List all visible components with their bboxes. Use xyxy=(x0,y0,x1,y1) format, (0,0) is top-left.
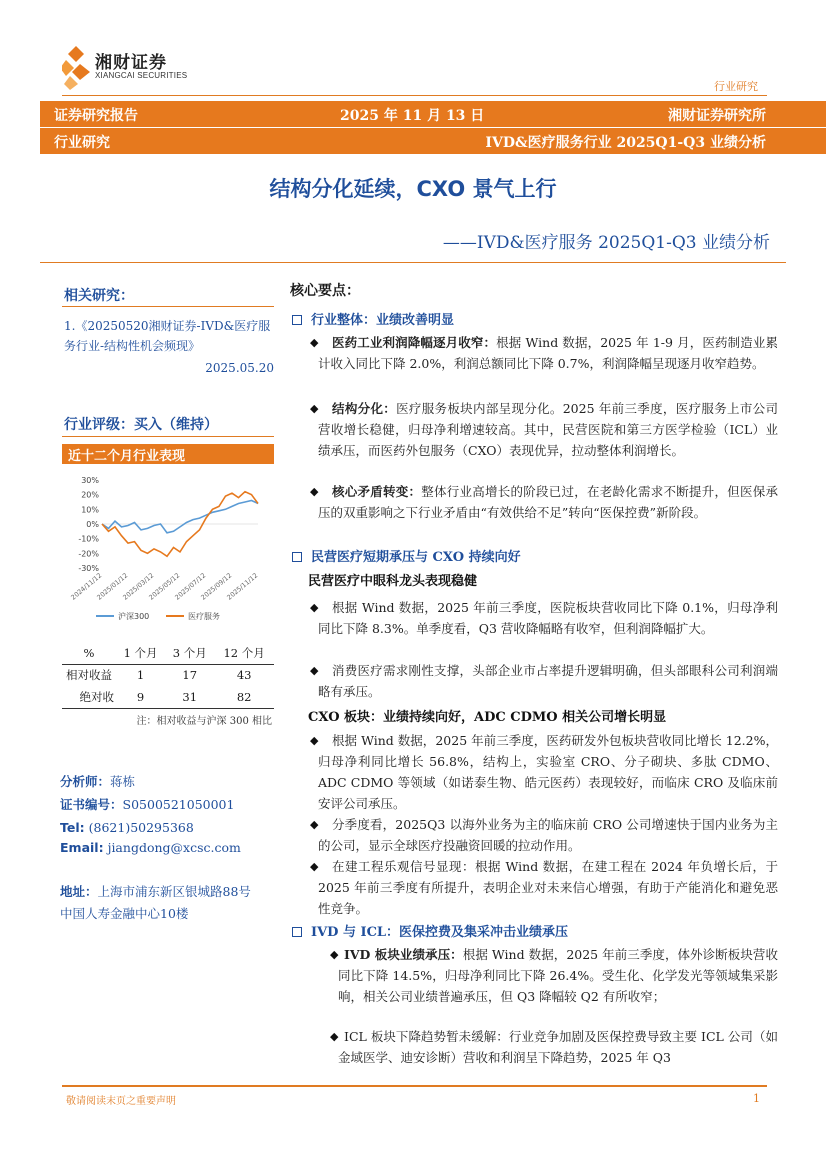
subsection-heading: 民营医疗中眼科龙头表现稳健 xyxy=(308,574,478,589)
table-header-cell: 12 个月 xyxy=(223,645,265,660)
table-cell: 1 xyxy=(136,668,145,683)
bullet-lead: 核心矛盾转变： xyxy=(332,484,422,499)
y-tick-label: -30% xyxy=(78,564,99,573)
section-title: 民营医疗短期承压与 CXO 持续向好 xyxy=(311,550,521,565)
diamond-bullet-icon: ◆ xyxy=(310,818,319,831)
bullet-text: 整体行业高增长的阶段已过，在老龄化需求不断提升，但医保承压的双重影响之下行业矛盾由“有效供给不足”转向“医保控费”新阶段。 xyxy=(318,484,778,520)
x-tick-label: 2024/11/12 xyxy=(69,571,104,602)
core-points-heading: 核心要点： xyxy=(290,283,360,299)
header-band-primary xyxy=(40,101,826,127)
section-private-medical-cxo xyxy=(292,546,521,565)
bullet-text: 医疗服务板块内部呈现分化。2025 年前三季度，医疗服务上市公司营收增长稳健，归母净利增速较高。其中，民营医院和第三方医学检验（ICL）业绩承压，而医药外包服务（CXO）表现优异，拉动整体利润增长。 xyxy=(318,401,778,458)
doc-type-label: 行业研究 xyxy=(714,80,758,93)
bullet-text: 根据 Wind 数据，2025 年前三季度，医院板块营收同比下降 0.1%，归母净利同比下降 8.3%。单季度看，Q3 营收降幅略有收窄，但利润降幅扩大。 xyxy=(318,600,778,636)
related-research-date: 2025.05.20 xyxy=(205,361,274,375)
diamond-bullet-icon: ◆ xyxy=(310,485,319,498)
page-subtitle: ——IVD&医疗服务 2025Q1-Q3 业绩分析 xyxy=(442,233,770,253)
research-category: 行业研究 xyxy=(54,135,110,151)
table-note: 注：相对收益与沪深 300 相比 xyxy=(136,716,272,727)
report-topic: IVD&医疗服务行业 2025Q1-Q3 业绩分析 xyxy=(485,135,766,151)
industry-rating: 行业评级：买入（维持） xyxy=(64,417,218,433)
table-cell: 17 xyxy=(182,668,198,683)
diamond-bullet-icon: ◆ xyxy=(310,336,319,349)
report-type: 证券研究报告 xyxy=(54,108,138,124)
x-tick-label: 2025/09/12 xyxy=(199,571,234,602)
report-date: 2025 年 11 月 13 日 xyxy=(340,108,485,124)
footer-disclaimer[interactable]: 敬请阅读末页之重要声明 xyxy=(66,1096,176,1107)
header-band-secondary xyxy=(40,128,826,154)
subsection-heading: CXO 板块：业绩持续向好，ADC CDMO 相关公司增长明显 xyxy=(308,710,667,725)
bullet-item xyxy=(330,944,778,1007)
table-row xyxy=(62,664,274,686)
bullet-item xyxy=(310,856,778,919)
table-cell: 82 xyxy=(236,689,252,704)
diamond-bullet-icon: ◆ xyxy=(330,1030,339,1043)
section-ivd-icl xyxy=(292,921,568,940)
diamond-bullet-icon: ◆ xyxy=(330,948,339,961)
bullet-lead: 医药工业利润降幅逐月收窄： xyxy=(332,335,497,350)
header-rule xyxy=(62,95,767,96)
email xyxy=(60,838,241,858)
checkbox-icon xyxy=(292,552,302,562)
bullet-lead: 结构分化： xyxy=(332,401,397,416)
table-cell: 31 xyxy=(182,689,198,704)
table-row xyxy=(62,686,274,708)
rating-rule xyxy=(62,436,274,437)
x-tick-label: 2025/03/12 xyxy=(121,571,156,602)
table-header-cell: 1 个月 xyxy=(123,645,158,660)
diamond-bullet-icon: ◆ xyxy=(310,734,319,747)
diamond-bullet-icon: ◆ xyxy=(310,860,319,873)
certificate xyxy=(60,795,234,815)
performance-table xyxy=(62,642,274,709)
bullet-item xyxy=(310,814,778,856)
telephone xyxy=(60,818,194,838)
checkbox-icon xyxy=(292,315,302,325)
bullet-lead: IVD 板块业绩承压： xyxy=(344,947,463,962)
diamond-bullet-icon: ◆ xyxy=(310,664,319,677)
email-address[interactable]: jiangdong@xcsc.com xyxy=(107,840,241,855)
checkbox-icon xyxy=(292,927,302,937)
bullet-item xyxy=(310,660,778,702)
bullet-item xyxy=(310,332,778,374)
table-cell: 9 xyxy=(136,689,145,704)
section-title: 行业整体：业绩改善明显 xyxy=(311,313,455,328)
address-label: 地址： xyxy=(60,884,98,899)
bullet-text: 根据 Wind 数据，2025 年前三季度，体外诊断板块营收同比下降 14.5%，归母净利同比下降 26.4%。受生化、化学发光等领域集采影响，相关公司业绩普遍承压，但 Q3 降幅较 Q2 有所收窄； xyxy=(338,947,778,1004)
address-line-1: 上海市浦东新区银城路88号 xyxy=(97,884,251,899)
title-divider xyxy=(40,262,786,263)
section-title: IVD 与 ICL：医保控费及集采冲击业绩承压 xyxy=(311,925,569,940)
analyst xyxy=(60,772,135,792)
y-tick-label: 30% xyxy=(81,476,99,485)
logo-subtitle: XIANGCAI SECURITIES xyxy=(95,71,188,80)
telephone-number: (8621)50295368 xyxy=(88,820,194,835)
table-header-cell: % xyxy=(83,645,95,660)
y-tick-label: 20% xyxy=(81,490,99,500)
y-tick-label: 10% xyxy=(81,505,99,515)
bullet-item xyxy=(310,597,778,639)
page-number: 1 xyxy=(753,1092,760,1105)
table-cell: 43 xyxy=(236,668,252,683)
logo-name: 湘财证券 xyxy=(95,53,167,73)
y-tick-label: -20% xyxy=(78,549,99,559)
performance-chart xyxy=(62,468,274,628)
bullet-text: 在建工程乐观信号显现：根据 Wind 数据，在建工程在 2024 年负增长后，于 2025 年前三季度有所提升，表明企业对未来信心增强，有助于产能消化和避免恶性竞争。 xyxy=(318,859,778,916)
performance-heading: 近十二个月行业表现 xyxy=(62,444,274,464)
analyst-label: 分析师： xyxy=(60,774,111,789)
y-tick-label: -10% xyxy=(78,534,99,544)
diamond-bullet-icon: ◆ xyxy=(310,601,319,614)
related-rule xyxy=(62,306,274,307)
email-label: Email: xyxy=(60,840,104,855)
footer-rule xyxy=(62,1085,767,1087)
y-tick-label: 0% xyxy=(86,520,99,529)
address xyxy=(60,882,251,902)
institute-name: 湘财证券研究所 xyxy=(668,108,766,124)
analyst-name: 蒋栋 xyxy=(110,774,136,789)
table-cell: 相对收益 xyxy=(66,668,112,683)
certificate-number: S0500521050001 xyxy=(122,797,235,812)
page-title: 结构分化延续，CXO 景气上行 xyxy=(269,177,557,201)
section-industry-overall xyxy=(292,309,454,328)
company-logo-icon xyxy=(62,46,90,90)
bullet-text: 根据 Wind 数据，2025 年前三季度，医药研发外包板块营收同比增长 12.2%，归母净利同比增长 56.8%，结构上，实验室 CRO、分子砌块、多肽 CDMO、ADC CDMO 等领域（如诺泰生物、皓元医药）表现较好，而临床 CRO 及临床前安评公司承压。 xyxy=(318,733,778,811)
bullet-item xyxy=(310,481,778,523)
legend-label: 医疗服务 xyxy=(188,612,220,621)
telephone-label: Tel: xyxy=(60,820,85,835)
bullet-text: 根据 Wind 数据，2025 年 1-9 月，医药制造业累计收入同比下降 2.0%，利润总额同比下降 0.7%，利润降幅呈现逐月收窄趋势。 xyxy=(318,335,778,371)
related-research-heading: 相关研究： xyxy=(64,288,134,304)
bullet-text: 分季度看，2025Q3 以海外业务为主的临床前 CRO 公司增速快于国内业务为主的公司，显示全球医疗投融资回暖的拉动作用。 xyxy=(318,817,778,853)
bullet-item xyxy=(310,398,778,461)
x-tick-label: 2025/11/12 xyxy=(225,571,260,602)
diamond-bullet-icon: ◆ xyxy=(310,402,319,415)
legend-label: 沪深300 xyxy=(118,612,150,621)
table-cell: 绝对收 xyxy=(79,689,114,704)
bullet-text: 消费医疗需求刚性支撑，头部企业市占率提升逻辑明确，但头部眼科公司利润端略有承压。 xyxy=(318,663,778,699)
bullet-text: ICL 板块下降趋势暂未缓解：行业竞争加剧及医保控费导致主要 ICL 公司（如金域医学、迪安诊断）营收和利润呈下降趋势，2025 年 Q3 xyxy=(338,1029,778,1065)
table-header-row xyxy=(62,642,274,664)
series-line xyxy=(102,501,258,533)
x-tick-label: 2025/05/12 xyxy=(147,571,182,602)
x-tick-label: 2025/07/12 xyxy=(173,571,208,602)
bullet-item xyxy=(310,730,778,814)
x-tick-label: 2025/01/12 xyxy=(95,571,130,602)
certificate-label: 证书编号： xyxy=(60,797,123,812)
table-header-cell: 3 个月 xyxy=(172,645,207,660)
related-research-item[interactable]: 1.《20250520湘财证券-IVD&医疗服务行业-结构性机会频现》 xyxy=(64,319,271,353)
bullet-item xyxy=(330,1026,778,1068)
address-line-2: 中国人寿金融中心10楼 xyxy=(60,906,189,921)
